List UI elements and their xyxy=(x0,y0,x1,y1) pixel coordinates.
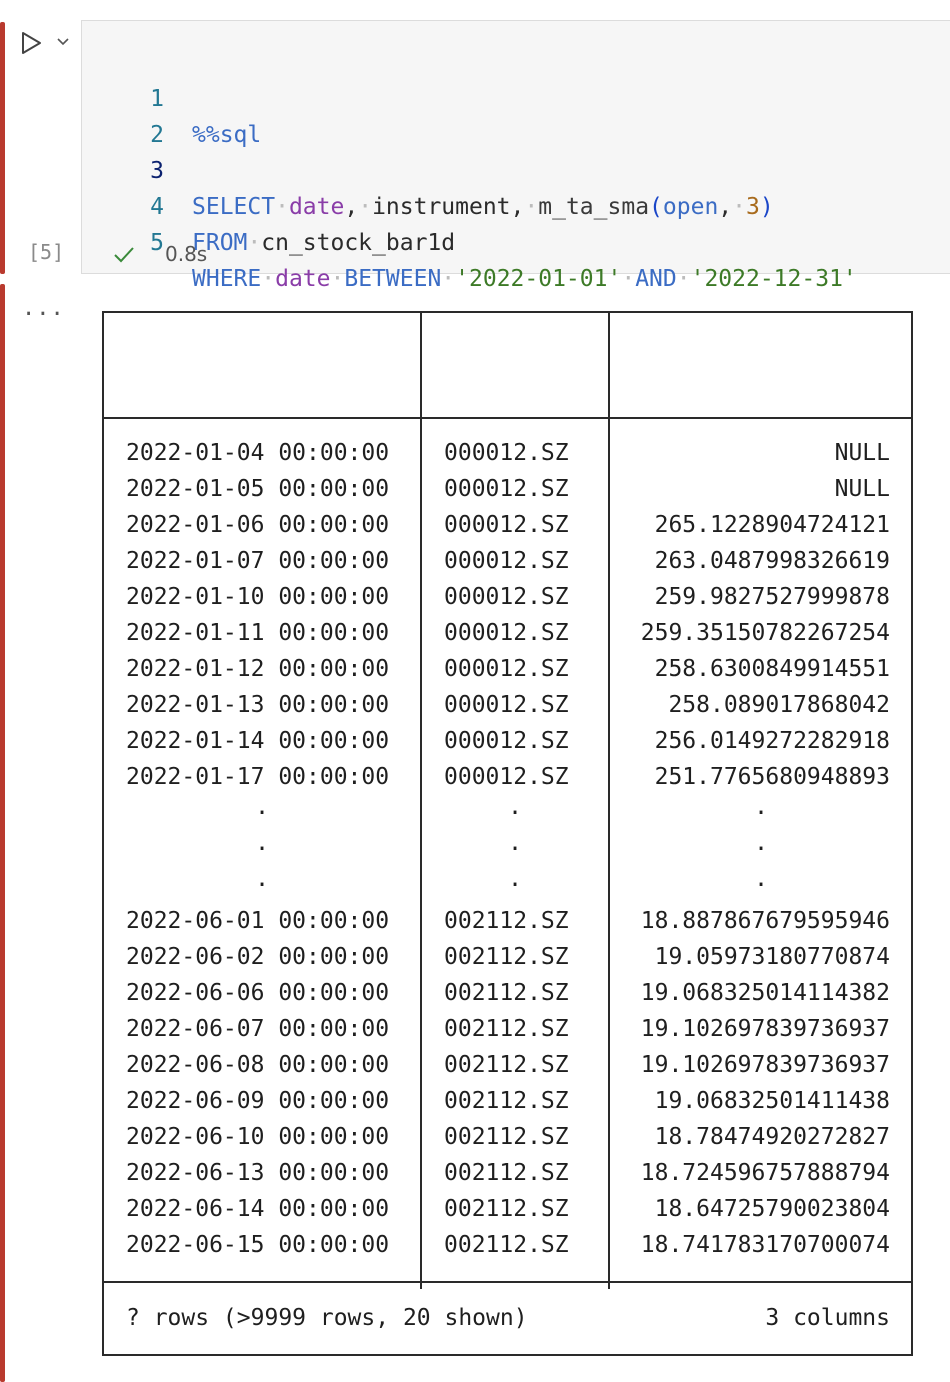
table-cell: 002112.SZ xyxy=(444,944,569,970)
sql-keyword: WHERE xyxy=(192,266,262,292)
table-cell: 19.068325014114382 xyxy=(640,980,890,1006)
chevron-down-icon[interactable] xyxy=(55,34,71,50)
row-count-summary: ? rows (>9999 rows, 20 shown) xyxy=(126,1305,528,1331)
table-cell: 000012.SZ xyxy=(444,440,569,466)
table-cell: 002112.SZ xyxy=(444,1196,569,1222)
check-icon xyxy=(112,239,136,269)
table-cell: 002112.SZ xyxy=(444,1160,569,1186)
table-cell: 19.102697839736937 xyxy=(640,1052,890,1078)
table-cell: 18.887867679595946 xyxy=(640,908,890,934)
column-header-type xyxy=(104,363,420,399)
table-cell: 18.64725790023804 xyxy=(654,1196,890,1222)
table-cell: 2022-01-04 00:00:00 xyxy=(126,440,390,466)
ellipsis-row-marker: . xyxy=(255,794,269,820)
code-editor[interactable] xyxy=(81,20,950,292)
table-cell: 000012.SZ xyxy=(444,692,569,718)
table-cell: 2022-01-12 00:00:00 xyxy=(126,656,390,682)
table-cell: 265.1228904724121 xyxy=(654,512,890,538)
table-cell: 2022-01-06 00:00:00 xyxy=(126,512,390,538)
ellipsis-row-marker: . xyxy=(508,830,522,856)
execution-count: [5] xyxy=(28,240,65,264)
column-header-type xyxy=(422,363,608,399)
line-number: 4 xyxy=(150,194,164,220)
table-cell: 000012.SZ xyxy=(444,656,569,682)
border-tick xyxy=(608,1275,610,1289)
table-cell: 18.78474920272827 xyxy=(654,1124,890,1150)
cell-magic: %%sql xyxy=(192,122,262,148)
ellipsis-row-marker: . xyxy=(508,866,522,892)
code-line: 3 SELECT·date,·instrument,·m_ta_sma(open,·3) xyxy=(82,117,137,153)
ellipsis-row-marker: . xyxy=(255,866,269,892)
sql-number: 3 xyxy=(746,194,760,220)
sql-argument: open xyxy=(662,194,719,220)
sql-string: '2022-01-01' xyxy=(455,266,622,292)
column-header-type xyxy=(610,363,911,399)
table-border-bottom xyxy=(102,1354,913,1356)
table-border-top xyxy=(102,311,913,313)
border-tick xyxy=(420,1275,422,1289)
table-cell: 000012.SZ xyxy=(444,512,569,538)
sql-column: date xyxy=(275,266,331,292)
column-header-name xyxy=(422,327,608,363)
ellipsis-row-marker: . xyxy=(754,830,768,856)
table-cell: 002112.SZ xyxy=(444,1052,569,1078)
table-cell: 259.9827527999878 xyxy=(654,584,890,610)
ellipsis-row-marker: . xyxy=(754,866,768,892)
table-cell: 18.741783170700074 xyxy=(640,1232,890,1258)
sql-keyword: FROM xyxy=(192,230,248,256)
cell-selection-indicator xyxy=(0,22,5,274)
sql-function: m_ta_sma xyxy=(538,194,650,220)
footer-separator xyxy=(102,1281,913,1283)
line-number: 3 xyxy=(150,158,164,184)
sql-keyword: AND xyxy=(635,266,677,292)
table-cell: 002112.SZ xyxy=(444,908,569,934)
table-cell: 256.0149272282918 xyxy=(654,728,890,754)
table-cell: 000012.SZ xyxy=(444,584,569,610)
line-number: 1 xyxy=(150,86,164,112)
table-cell: 2022-01-07 00:00:00 xyxy=(126,548,390,574)
table-cell: 263.0487998326619 xyxy=(654,548,890,574)
ellipsis-row-marker: . xyxy=(754,794,768,820)
table-cell: 2022-01-10 00:00:00 xyxy=(126,584,390,610)
table-cell: 002112.SZ xyxy=(444,1232,569,1258)
sql-keyword: SELECT xyxy=(192,194,276,220)
sql-column: instrument xyxy=(372,194,511,220)
code-line: 4 FROM·cn_stock_bar1d xyxy=(82,153,137,189)
ellipsis-row-marker: . xyxy=(255,830,269,856)
table-cell: 000012.SZ xyxy=(444,764,569,790)
execution-time: 0.8s xyxy=(165,242,208,266)
table-cell: 2022-06-10 00:00:00 xyxy=(126,1124,390,1150)
table-cell: 19.102697839736937 xyxy=(640,1016,890,1042)
line-number: 5 xyxy=(150,230,164,256)
table-cell: 251.7765680948893 xyxy=(654,764,890,790)
table-cell: 2022-01-05 00:00:00 xyxy=(126,476,390,502)
output-more-actions[interactable]: ... xyxy=(22,296,65,321)
table-cell: 258.6300849914551 xyxy=(654,656,890,682)
line-number: 2 xyxy=(150,122,164,148)
table-cell: 2022-06-06 00:00:00 xyxy=(126,980,390,1006)
table-cell: 000012.SZ xyxy=(444,548,569,574)
table-cell: 2022-01-17 00:00:00 xyxy=(126,764,390,790)
sql-column: date xyxy=(288,194,345,220)
sql-string: '2022-12-31' xyxy=(690,266,857,292)
table-cell: 2022-06-09 00:00:00 xyxy=(126,1088,390,1114)
table-cell: 000012.SZ xyxy=(444,476,569,502)
table-cell: 002112.SZ xyxy=(444,1088,569,1114)
table-cell: 002112.SZ xyxy=(444,1016,569,1042)
table-cell: 2022-06-13 00:00:00 xyxy=(126,1160,390,1186)
table-cell: NULL xyxy=(834,440,890,466)
border-tick xyxy=(420,411,422,425)
table-cell: 18.724596757888794 xyxy=(640,1160,890,1186)
table-cell: 002112.SZ xyxy=(444,1124,569,1150)
table-cell: NULL xyxy=(834,476,890,502)
table-cell: 2022-06-07 00:00:00 xyxy=(126,1016,390,1042)
ellipsis-row-marker: . xyxy=(508,794,522,820)
header-separator xyxy=(102,417,913,419)
code-line xyxy=(82,45,262,148)
table-cell: 2022-06-14 00:00:00 xyxy=(126,1196,390,1222)
sql-keyword: BETWEEN xyxy=(344,266,442,292)
table-cell: 2022-06-08 00:00:00 xyxy=(126,1052,390,1078)
table-cell: 2022-01-13 00:00:00 xyxy=(126,692,390,718)
output-selection-indicator xyxy=(0,284,5,1382)
table-cell: 2022-06-02 00:00:00 xyxy=(126,944,390,970)
column-header-name xyxy=(104,327,420,363)
column-header-name xyxy=(610,327,911,363)
table-cell: 19.06832501411438 xyxy=(654,1088,890,1114)
table-cell: 002112.SZ xyxy=(444,980,569,1006)
table-cell: 259.35150782267254 xyxy=(640,620,890,646)
table-cell: 2022-01-14 00:00:00 xyxy=(126,728,390,754)
table-cell: 258.089017868042 xyxy=(668,692,890,718)
border-tick xyxy=(608,411,610,425)
table-cell: 2022-06-15 00:00:00 xyxy=(126,1232,390,1258)
table-cell: 2022-01-11 00:00:00 xyxy=(126,620,390,646)
code-line: 5 WHERE·date·BETWEEN·'2022-01-01'·AND·'2022-12-31' xyxy=(82,189,137,225)
code-line xyxy=(82,81,164,148)
sql-table: cn_stock_bar1d xyxy=(261,230,456,256)
table-cell: 000012.SZ xyxy=(444,620,569,646)
table-cell: 19.05973180770874 xyxy=(654,944,890,970)
table-cell: 2022-06-01 00:00:00 xyxy=(126,908,390,934)
run-cell-icon[interactable] xyxy=(18,30,44,56)
column-count-summary: 3 columns xyxy=(765,1305,890,1331)
table-cell: 000012.SZ xyxy=(444,728,569,754)
